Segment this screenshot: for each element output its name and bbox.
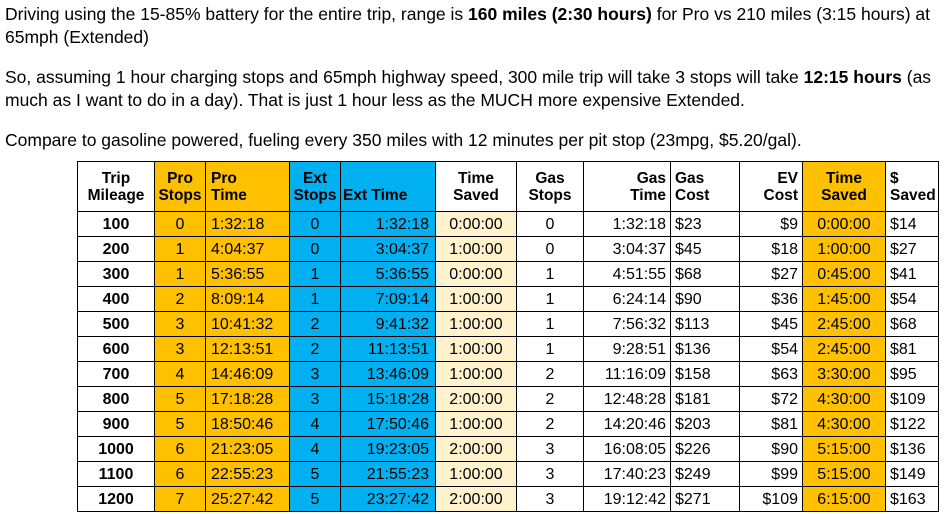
cell-gas-time: 7:56:32 [584,312,671,337]
trip-comparison-table [77,161,939,512]
cell-ev-cost: $36 [740,287,803,312]
cell-gas-cost: $23 [671,212,740,237]
cell-gas-time: 3:04:37 [584,237,671,262]
cell-gas-stops: 2 [517,387,584,412]
cell-time-saved-gas: 0:00:00 [803,212,886,237]
cell-ext-stops: 1 [290,287,341,312]
cell-pro-stops: 6 [155,437,206,462]
cell-pro-time: 5:36:55 [206,262,290,287]
table-row [78,262,939,287]
cell-trip-mileage: 900 [78,412,155,437]
header-ext-stops [290,162,341,212]
cell-time-saved: 1:00:00 [436,337,517,362]
table-row [78,287,939,312]
cell-pro-stops: 4 [155,362,206,387]
header-line2: Ext Time [343,186,408,204]
header-line1: Time [458,169,494,187]
cell-ext-time: 21:55:23 [341,462,436,487]
table-row [78,487,939,512]
cell-dollars-saved: $136 [886,437,939,462]
cell-pro-stops: 0 [155,212,206,237]
cell-pro-time: 10:41:32 [206,312,290,337]
cell-gas-stops: 1 [517,262,584,287]
header-line1: Gas [535,169,565,187]
cell-ext-stops: 2 [290,312,341,337]
cell-gas-stops: 1 [517,337,584,362]
cell-gas-time: 16:08:05 [584,437,671,462]
table-body [78,212,939,512]
header-time-saved [436,162,517,212]
cell-gas-stops: 2 [517,412,584,437]
cell-gas-stops: 3 [517,462,584,487]
cell-ext-stops: 5 [290,462,341,487]
cell-time-saved-gas: 2:45:00 [803,337,886,362]
range-text-end: for Pro vs 210 miles (3:15 hours) at 65mph (Extended) [5,4,931,47]
cell-trip-mileage: 500 [78,312,155,337]
cell-ext-time: 17:50:46 [341,412,436,437]
cell-gas-time: 14:20:46 [584,412,671,437]
trip-highlight: 12:15 hours [803,67,902,87]
cell-ext-time: 7:09:14 [341,287,436,312]
cell-ext-time: 1:32:18 [341,212,436,237]
cell-time-saved: 1:00:00 [436,362,517,387]
cell-dollars-saved: $27 [886,237,939,262]
cell-time-saved-gas: 3:30:00 [803,362,886,387]
header-line2: Stops [158,186,202,204]
cell-ev-cost: $45 [740,312,803,337]
cell-pro-time: 14:46:09 [206,362,290,387]
header-line2: Cost [763,186,798,204]
header-ev-cost [740,162,803,212]
cell-ext-stops: 0 [290,237,341,262]
header-line1: $ [890,169,899,187]
cell-gas-stops: 3 [517,487,584,512]
table-row [78,212,939,237]
cell-pro-stops: 3 [155,337,206,362]
table-header [78,162,939,212]
cell-dollars-saved: $14 [886,212,939,237]
cell-ext-stops: 4 [290,437,341,462]
cell-dollars-saved: $41 [886,262,939,287]
cell-pro-time: 21:23:05 [206,437,290,462]
table-row [78,237,939,262]
cell-ev-cost: $90 [740,437,803,462]
cell-pro-time: 1:32:18 [206,212,290,237]
cell-pro-stops: 5 [155,412,206,437]
cell-pro-time: 25:27:42 [206,487,290,512]
cell-dollars-saved: $68 [886,312,939,337]
header-line2: Time [630,186,666,204]
cell-time-saved-gas: 4:30:00 [803,387,886,412]
cell-dollars-saved: $122 [886,412,939,437]
cell-dollars-saved: $95 [886,362,939,387]
cell-ev-cost: $27 [740,262,803,287]
cell-time-saved-gas: 0:45:00 [803,262,886,287]
cell-time-saved-gas: 5:15:00 [803,462,886,487]
cell-gas-stops: 0 [517,237,584,262]
table-row [78,362,939,387]
cell-time-saved-gas: 5:15:00 [803,437,886,462]
cell-ev-cost: $9 [740,212,803,237]
cell-ext-time: 9:41:32 [341,312,436,337]
cell-time-saved-gas: 1:45:00 [803,287,886,312]
table-row [78,312,939,337]
cell-gas-time: 4:51:55 [584,262,671,287]
header-line2: Stops [528,186,572,204]
cell-time-saved: 1:00:00 [436,287,517,312]
cell-ext-time: 5:36:55 [341,262,436,287]
header-row [78,162,939,212]
cell-ev-cost: $81 [740,412,803,437]
header-line2: Stops [293,186,337,204]
header-line2: Saved [821,186,867,204]
cell-ext-time: 23:27:42 [341,487,436,512]
cell-trip-mileage: 1200 [78,487,155,512]
header-line2: Time [211,186,247,204]
cell-ext-stops: 5 [290,487,341,512]
cell-trip-mileage: 100 [78,212,155,237]
header-pro-time [206,162,290,212]
cell-time-saved-gas: 4:30:00 [803,412,886,437]
cell-ext-time: 13:46:09 [341,362,436,387]
cell-time-saved-gas: 1:00:00 [803,237,886,262]
table-row [78,462,939,487]
header-line2: Mileage [87,186,145,204]
header-line1: Pro [211,169,237,187]
header-gas-stops [517,162,584,212]
cell-trip-mileage: 1000 [78,437,155,462]
cell-ext-time: 15:18:28 [341,387,436,412]
cell-gas-cost: $90 [671,287,740,312]
cell-pro-stops: 1 [155,262,206,287]
cell-gas-cost: $226 [671,437,740,462]
cell-ev-cost: $72 [740,387,803,412]
cell-gas-time: 11:16:09 [584,362,671,387]
cell-gas-cost: $113 [671,312,740,337]
cell-time-saved: 2:00:00 [436,437,517,462]
cell-gas-cost: $158 [671,362,740,387]
cell-dollars-saved: $149 [886,462,939,487]
cell-pro-time: 8:09:14 [206,287,290,312]
cell-time-saved: 1:00:00 [436,312,517,337]
table-row [78,337,939,362]
cell-ext-time: 11:13:51 [341,337,436,362]
table-row [78,412,939,437]
range-highlight: 160 miles (2:30 hours) [468,4,652,24]
cell-trip-mileage: 600 [78,337,155,362]
cell-ext-stops: 3 [290,387,341,412]
cell-gas-stops: 3 [517,437,584,462]
table-row [78,387,939,412]
cell-time-saved-gas: 2:45:00 [803,312,886,337]
cell-gas-time: 12:48:28 [584,387,671,412]
header-gas-time [584,162,671,212]
cell-trip-mileage: 400 [78,287,155,312]
intro-paragraph-range [5,3,950,49]
cell-ext-time: 19:23:05 [341,437,436,462]
cell-trip-mileage: 800 [78,387,155,412]
cell-time-saved-gas: 6:15:00 [803,487,886,512]
cell-ev-cost: $18 [740,237,803,262]
cell-gas-cost: $249 [671,462,740,487]
cell-gas-cost: $45 [671,237,740,262]
cell-gas-time: 17:40:23 [584,462,671,487]
cell-gas-stops: 0 [517,212,584,237]
cell-trip-mileage: 300 [78,262,155,287]
cell-ev-cost: $54 [740,337,803,362]
cell-pro-time: 4:04:37 [206,237,290,262]
cell-gas-time: 6:24:14 [584,287,671,312]
cell-gas-time: 19:12:42 [584,487,671,512]
cell-time-saved: 0:00:00 [436,262,517,287]
cell-ev-cost: $63 [740,362,803,387]
cell-gas-stops: 2 [517,362,584,387]
header-line2: Saved [453,186,499,204]
cell-gas-cost: $181 [671,387,740,412]
cell-time-saved: 2:00:00 [436,387,517,412]
header-dollars-saved [886,162,939,212]
cell-pro-time: 12:13:51 [206,337,290,362]
intro-paragraph-gasoline: Compare to gasoline powered, fueling every 350 miles with 12 minutes per pit stop (23mpg, $5.20/gal). [5,130,802,150]
header-line2: Saved [890,186,936,204]
trip-text-end: (as much as I want to do in a day). That is just 1 hour less as the MUCH more expensive Extended. [5,67,932,110]
cell-pro-stops: 1 [155,237,206,262]
cell-dollars-saved: $81 [886,337,939,362]
cell-gas-time: 1:32:18 [584,212,671,237]
header-ext-time [341,162,436,212]
cell-gas-cost: $68 [671,262,740,287]
header-line1: EV [777,169,798,187]
header-pro-stops [155,162,206,212]
cell-gas-cost: $203 [671,412,740,437]
range-text: Driving using the 15-85% battery for the entire trip, range is [5,4,469,24]
cell-ext-stops: 4 [290,412,341,437]
cell-pro-time: 22:55:23 [206,462,290,487]
header-time-saved-gas [803,162,886,212]
cell-ev-cost: $99 [740,462,803,487]
cell-pro-stops: 6 [155,462,206,487]
cell-pro-stops: 2 [155,287,206,312]
cell-trip-mileage: 200 [78,237,155,262]
cell-gas-cost: $271 [671,487,740,512]
cell-time-saved: 0:00:00 [436,212,517,237]
cell-time-saved: 1:00:00 [436,237,517,262]
cell-trip-mileage: 700 [78,362,155,387]
header-line2: Cost [675,186,710,204]
header-line1: Gas [636,169,666,187]
cell-gas-time: 9:28:51 [584,337,671,362]
cell-ext-stops: 0 [290,212,341,237]
cell-pro-stops: 3 [155,312,206,337]
header-line1: Time [826,169,862,187]
cell-dollars-saved: $109 [886,387,939,412]
header-gas-cost [671,162,740,212]
cell-ev-cost: $109 [740,487,803,512]
cell-time-saved: 2:00:00 [436,487,517,512]
intro-paragraph-trip [5,66,950,112]
cell-ext-stops: 1 [290,262,341,287]
trip-text: So, assuming 1 hour charging stops and 65mph highway speed, 300 mile trip will take 3 stops will take [5,67,804,87]
cell-pro-stops: 5 [155,387,206,412]
cell-pro-time: 18:50:46 [206,412,290,437]
cell-trip-mileage: 1100 [78,462,155,487]
cell-pro-time: 17:18:28 [206,387,290,412]
header-line1 [343,170,429,187]
header-line1: Ext [302,169,328,187]
table-row [78,437,939,462]
cell-gas-stops: 1 [517,312,584,337]
cell-dollars-saved: $54 [886,287,939,312]
header-line1: Pro [167,169,193,187]
cell-dollars-saved: $163 [886,487,939,512]
header-line1: Gas [675,169,705,187]
header-trip-mileage [78,162,155,212]
cell-ext-stops: 2 [290,337,341,362]
cell-gas-stops: 1 [517,287,584,312]
cell-time-saved: 1:00:00 [436,412,517,437]
cell-pro-stops: 7 [155,487,206,512]
cell-gas-cost: $136 [671,337,740,362]
cell-ext-time: 3:04:37 [341,237,436,262]
cell-time-saved: 1:00:00 [436,462,517,487]
cell-ext-stops: 3 [290,362,341,387]
header-line1: Trip [101,169,131,187]
